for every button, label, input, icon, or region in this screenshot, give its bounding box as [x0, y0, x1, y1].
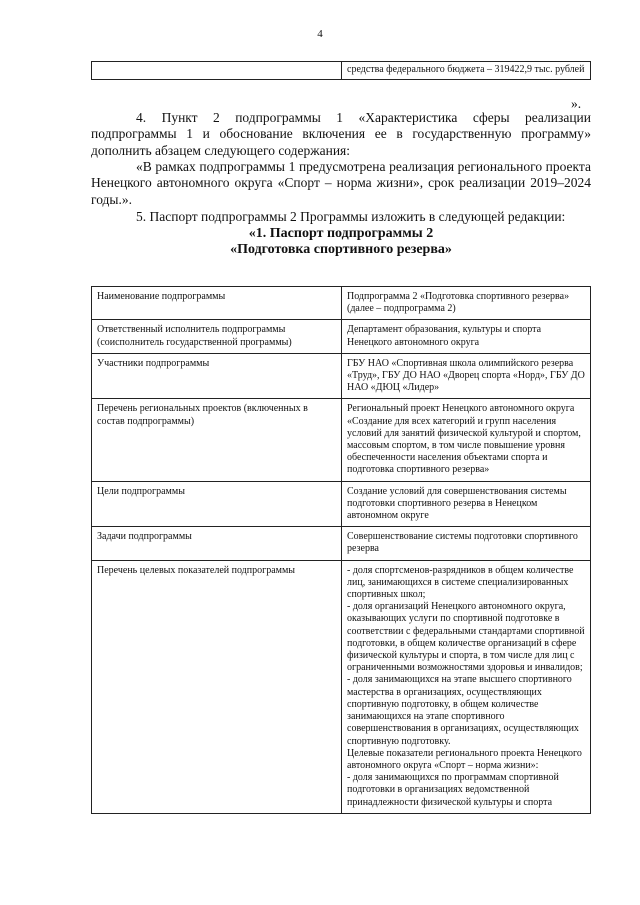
table-row	[92, 527, 591, 560]
row-label: Наименование подпрограммы	[92, 287, 342, 320]
section-heading: «1. Паспорт подпрограммы 2	[248, 226, 434, 241]
row-value: Создание условий для совершенствования системы подготовки спортивного резерва в Ненецком автономном округе	[342, 481, 591, 527]
row-value: - доля спортсменов-разрядников в общем количестве лиц, занимающихся в системе специализированных спортивных школ; - доля организаций Ненецкого автономного округа, оказывающих услуги по спортивной подготовке в соответствии с федеральными стандартами спортивной подготовки, в общем количестве организаций в сфере физической культуры и спорта, в том числе для лиц с ограниченными возможностями здоровья и инвалидов; - доля занимающихся на этапе высшего спортивного мастерства в организациях, осуществляющих спортивную подготовку, в общем количестве занимающихся на этапе спортивного совершенствования в организациях, осуществляющих спортивную подготовку. Целевые показатели регионального проекта Ненецкого автономного округа «Спорт – норма жизни»: - доля занимающихся по программам спортивной подготовки в организациях ведомственной принадлежности физической культуры и спорта	[342, 560, 591, 813]
paragraph-item-5: 5. Паспорт подпрограммы 2 Программы изложить в следующей редакции:	[136, 209, 566, 224]
row-value: Подпрограмма 2 «Подготовка спортивного резерва» (далее – подпрограмма 2)	[342, 287, 591, 320]
row-label: Задачи подпрограммы	[92, 527, 342, 560]
table-row	[92, 399, 591, 481]
row-label: Перечень региональных проектов (включенных в состав подпрограммы)	[92, 399, 342, 481]
table-row	[92, 481, 591, 527]
continued-table	[91, 61, 591, 80]
row-value: ГБУ НАО «Спортивная школа олимпийского резерва «Труд», ГБУ ДО НАО «Дворец спорта «Норд», ГБУ ДО НАО «ДЮЦ «Лидер»	[342, 353, 591, 399]
table-row	[92, 353, 591, 399]
row-label: Цели подпрограммы	[92, 481, 342, 527]
paragraph-item-4: 4. Пункт 2 подпрограммы 1 «Характеристика сферы реализации подпрограммы 1 и обоснование включения ее в государственную программу» дополнить абзацем следующего содержания:	[91, 110, 591, 158]
passport-table	[91, 286, 591, 814]
table-row	[92, 560, 591, 813]
table-row	[92, 62, 591, 80]
row-label: Ответственный исполнитель подпрограммы (соисполнитель государственной программы)	[92, 320, 342, 353]
quote-end: ».	[571, 96, 582, 111]
row-label: Участники подпрограммы	[92, 353, 342, 399]
table-row	[92, 320, 591, 353]
funding-cell: средства федерального бюджета – 319422,9 тыс. рублей	[342, 62, 591, 80]
row-value: Департамент образования, культуры и спорта Ненецкого автономного округа	[342, 320, 591, 353]
paragraph-inserted-text: «В рамках подпрограммы 1 предусмотрена реализация регионального проекта Ненецкого автономного округа «Спорт – норма жизни», срок реализации 2019–2024 годы.».	[91, 159, 591, 207]
page-number: 4	[317, 28, 323, 40]
row-value: Совершенствование системы подготовки спортивного резерва	[342, 527, 591, 560]
empty-cell	[92, 62, 342, 80]
row-value: Региональный проект Ненецкого автономного округа «Создание для всех категорий и групп населения условий для занятий физической культурой и спортом, массовым спортом, в том числе повышение уровня обеспеченности населения объектами спорта и подготовка спортивного резерва»	[342, 399, 591, 481]
row-label: Перечень целевых показателей подпрограммы	[92, 560, 342, 813]
table-row	[92, 287, 591, 320]
section-subheading: «Подготовка спортивного резерва»	[230, 242, 452, 257]
